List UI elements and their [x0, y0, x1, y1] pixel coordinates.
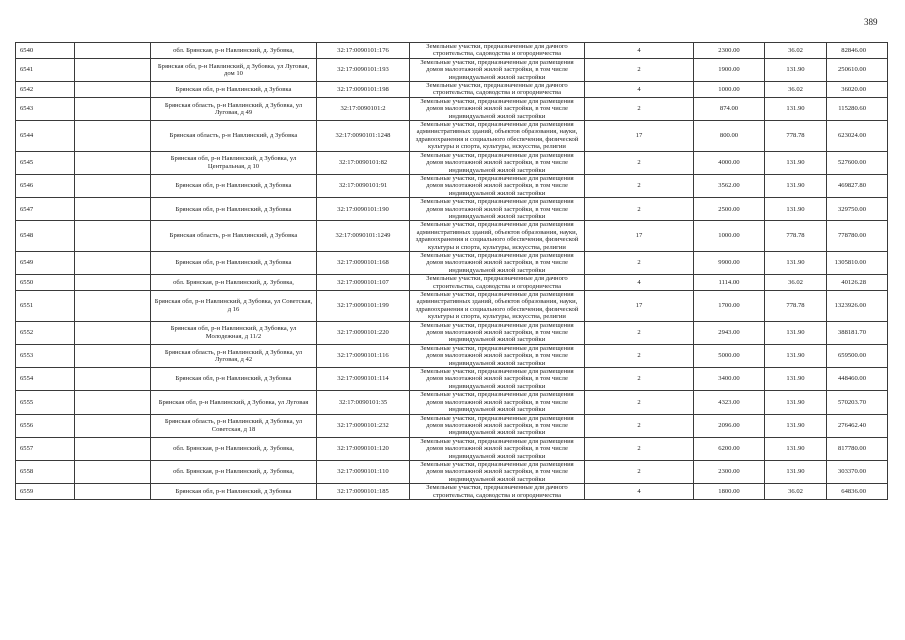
land-use-cell: Земельные участки, предназначенные для размещения домов малоэтажной жилой застройки, в том числе индивидуальной жилой застройки: [410, 437, 585, 460]
empty-cell: [75, 151, 151, 174]
address-cell: Брянская обл, р-н Навлинский, д Зубовка: [151, 198, 317, 221]
empty-cell: [75, 291, 151, 322]
table-row: [16, 437, 888, 460]
unit-value-cell: 131.90: [765, 437, 827, 460]
area-cell: 2943.00: [694, 321, 765, 344]
row-number: 6547: [16, 198, 75, 221]
category-code-cell: 2: [585, 97, 694, 120]
empty-cell: [75, 121, 151, 152]
row-number: 6543: [16, 97, 75, 120]
land-use-cell: Земельные участки, предназначенные для размещения домов малоэтажной жилой застройки, в том числе индивидуальной жилой застройки: [410, 414, 585, 437]
unit-value-cell: 131.90: [765, 251, 827, 274]
row-number: 6556: [16, 414, 75, 437]
area-cell: 4000.00: [694, 151, 765, 174]
land-use-cell: Земельные участки, предназначенные для размещения домов малоэтажной жилой застройки, в том числе индивидуальной жилой застройки: [410, 391, 585, 414]
address-cell: Брянская обл, р-н Навлинский, д Зубовка, ул Центральная, д 10: [151, 151, 317, 174]
empty-cell: [75, 344, 151, 367]
cadastral-value-cell: 817780.00: [827, 437, 888, 460]
cadastral-number-cell: 32:17:0090101:168: [317, 251, 410, 274]
cadastral-value-table: [15, 42, 888, 500]
area-cell: 9900.00: [694, 251, 765, 274]
unit-value-cell: 36.02: [765, 484, 827, 500]
unit-value-cell: 778.78: [765, 121, 827, 152]
category-code-cell: 2: [585, 198, 694, 221]
category-code-cell: 2: [585, 251, 694, 274]
table-row: [16, 344, 888, 367]
category-code-cell: 4: [585, 82, 694, 98]
cadastral-number-cell: 32:17:0090101:232: [317, 414, 410, 437]
category-code-cell: 2: [585, 321, 694, 344]
cadastral-value-cell: 1323926.00: [827, 291, 888, 322]
area-cell: 1000.00: [694, 82, 765, 98]
empty-cell: [75, 368, 151, 391]
table-row: [16, 368, 888, 391]
table-row: [16, 121, 888, 152]
cadastral-number-cell: 32:17:0090101:185: [317, 484, 410, 500]
table-row: [16, 43, 888, 59]
empty-cell: [75, 221, 151, 252]
unit-value-cell: 131.90: [765, 58, 827, 81]
cadastral-value-cell: 623024.00: [827, 121, 888, 152]
empty-cell: [75, 414, 151, 437]
address-cell: обл. Брянская, р-н Навлинский, д. Зубовка,: [151, 43, 317, 59]
cadastral-number-cell: 32:17:0090101:110: [317, 460, 410, 483]
land-use-cell: Земельные участки, предназначенные для размещения административных зданий, объектов образования, науки, здравоохранения и социального обеспечения, физической культуры и спорта, культуры, искусства, религии: [410, 291, 585, 322]
address-cell: Брянская обл, р-н Навлинский, д Зубовка: [151, 82, 317, 98]
unit-value-cell: 131.90: [765, 368, 827, 391]
row-number: 6542: [16, 82, 75, 98]
row-number: 6550: [16, 275, 75, 291]
land-use-cell: Земельные участки, предназначенные для размещения домов малоэтажной жилой застройки, в том числе индивидуальной жилой застройки: [410, 174, 585, 197]
table-row: [16, 275, 888, 291]
category-code-cell: 4: [585, 275, 694, 291]
land-use-cell: Земельные участки, предназначенные для дачного строительства, садоводства и огородничества: [410, 43, 585, 59]
row-number: 6541: [16, 58, 75, 81]
row-number: 6548: [16, 221, 75, 252]
row-number: 6555: [16, 391, 75, 414]
address-cell: Брянская обл, р-н Навлинский, д Зубовка, ул Молодежная, д 11/2: [151, 321, 317, 344]
cadastral-value-cell: 303370.00: [827, 460, 888, 483]
cadastral-number-cell: 32:17:0090101:176: [317, 43, 410, 59]
cadastral-number-cell: 32:17:0090101:193: [317, 58, 410, 81]
unit-value-cell: 778.78: [765, 221, 827, 252]
category-code-cell: 2: [585, 460, 694, 483]
empty-cell: [75, 437, 151, 460]
row-number: 6546: [16, 174, 75, 197]
land-use-cell: Земельные участки, предназначенные для размещения домов малоэтажной жилой застройки, в том числе индивидуальной жилой застройки: [410, 460, 585, 483]
table-row: [16, 291, 888, 322]
page-number: 389: [864, 17, 878, 27]
category-code-cell: 2: [585, 58, 694, 81]
address-cell: Брянская обл, р-н Навлинский, д Зубовка, ул Советская, д 16: [151, 291, 317, 322]
area-cell: 2300.00: [694, 43, 765, 59]
address-cell: Брянская обл, р-н Навлинский, д Зубовка: [151, 251, 317, 274]
unit-value-cell: 36.02: [765, 82, 827, 98]
empty-cell: [75, 321, 151, 344]
cadastral-value-cell: 82846.00: [827, 43, 888, 59]
area-cell: 6200.00: [694, 437, 765, 460]
land-use-cell: Земельные участки, предназначенные для размещения домов малоэтажной жилой застройки, в том числе индивидуальной жилой застройки: [410, 368, 585, 391]
row-number: 6544: [16, 121, 75, 152]
land-use-cell: Земельные участки, предназначенные для дачного строительства, садоводства и огородничества: [410, 275, 585, 291]
area-cell: 4323.00: [694, 391, 765, 414]
unit-value-cell: 36.02: [765, 43, 827, 59]
row-number: 6540: [16, 43, 75, 59]
area-cell: 1000.00: [694, 221, 765, 252]
cadastral-value-cell: 469827.80: [827, 174, 888, 197]
unit-value-cell: 131.90: [765, 414, 827, 437]
unit-value-cell: 131.90: [765, 344, 827, 367]
cadastral-value-cell: 388181.70: [827, 321, 888, 344]
empty-cell: [75, 43, 151, 59]
category-code-cell: 2: [585, 414, 694, 437]
cadastral-value-cell: 115280.60: [827, 97, 888, 120]
cadastral-number-cell: 32:17:0090101:91: [317, 174, 410, 197]
empty-cell: [75, 275, 151, 291]
empty-cell: [75, 460, 151, 483]
category-code-cell: 4: [585, 43, 694, 59]
cadastral-value-cell: 36020.00: [827, 82, 888, 98]
row-number: 6559: [16, 484, 75, 500]
land-use-cell: Земельные участки, предназначенные для размещения домов малоэтажной жилой застройки, в том числе индивидуальной жилой застройки: [410, 251, 585, 274]
row-number: 6554: [16, 368, 75, 391]
row-number: 6551: [16, 291, 75, 322]
empty-cell: [75, 82, 151, 98]
cadastral-value-cell: 276462.40: [827, 414, 888, 437]
cadastral-number-cell: 32:17:0090101:35: [317, 391, 410, 414]
unit-value-cell: 36.02: [765, 275, 827, 291]
category-code-cell: 2: [585, 151, 694, 174]
area-cell: 2500.00: [694, 198, 765, 221]
table-row: [16, 82, 888, 98]
cadastral-value-cell: 64836.00: [827, 484, 888, 500]
cadastral-number-cell: 32:17:0090101:82: [317, 151, 410, 174]
cadastral-number-cell: 32:17:0090101:2: [317, 97, 410, 120]
table-row: [16, 251, 888, 274]
category-code-cell: 4: [585, 484, 694, 500]
cadastral-number-cell: 32:17:0090101:116: [317, 344, 410, 367]
table-row: [16, 198, 888, 221]
unit-value-cell: 778.78: [765, 291, 827, 322]
address-cell: Брянская область, р-н Навлинский, д Зубовка: [151, 221, 317, 252]
cadastral-number-cell: 32:17:0090101:107: [317, 275, 410, 291]
row-number: 6553: [16, 344, 75, 367]
unit-value-cell: 131.90: [765, 174, 827, 197]
cadastral-number-cell: 32:17:0090101:190: [317, 198, 410, 221]
row-number: 6545: [16, 151, 75, 174]
address-cell: Брянская обл, р-н Навлинский, д Зубовка: [151, 368, 317, 391]
area-cell: 1700.00: [694, 291, 765, 322]
cadastral-value-cell: 1305810.00: [827, 251, 888, 274]
row-number: 6558: [16, 460, 75, 483]
category-code-cell: 2: [585, 437, 694, 460]
cadastral-value-cell: 448460.00: [827, 368, 888, 391]
address-cell: Брянская обл, р-н Навлинский, д Зубовка: [151, 174, 317, 197]
land-use-cell: Земельные участки, предназначенные для дачного строительства, садоводства и огородничества: [410, 82, 585, 98]
land-use-cell: Земельные участки, предназначенные для размещения административных зданий, объектов образования, науки, здравоохранения и социального обеспечения, физической культуры и спорта, культуры, искусства, религии: [410, 121, 585, 152]
category-code-cell: 2: [585, 344, 694, 367]
table-row: [16, 391, 888, 414]
cadastral-number-cell: 32:17:0090101:199: [317, 291, 410, 322]
area-cell: 3400.00: [694, 368, 765, 391]
unit-value-cell: 131.90: [765, 391, 827, 414]
land-use-cell: Земельные участки, предназначенные для дачного строительства, садоводства и огородничества: [410, 484, 585, 500]
cadastral-number-cell: 32:17:0090101:220: [317, 321, 410, 344]
area-cell: 800.00: [694, 121, 765, 152]
table-body: [16, 43, 888, 500]
cadastral-value-cell: 659500.00: [827, 344, 888, 367]
unit-value-cell: 131.90: [765, 321, 827, 344]
cadastral-value-cell: 778780.00: [827, 221, 888, 252]
area-cell: 2096.00: [694, 414, 765, 437]
area-cell: 1800.00: [694, 484, 765, 500]
row-number: 6552: [16, 321, 75, 344]
address-cell: Брянская обл, р-н Навлинский, д Зубовка, ул Луговая, дом 10: [151, 58, 317, 81]
land-use-cell: Земельные участки, предназначенные для размещения домов малоэтажной жилой застройки, в том числе индивидуальной жилой застройки: [410, 97, 585, 120]
cadastral-number-cell: 32:17:0090101:1249: [317, 221, 410, 252]
table-row: [16, 174, 888, 197]
area-cell: 5000.00: [694, 344, 765, 367]
empty-cell: [75, 97, 151, 120]
land-use-cell: Земельные участки, предназначенные для размещения домов малоэтажной жилой застройки, в том числе индивидуальной жилой застройки: [410, 198, 585, 221]
table-row: [16, 58, 888, 81]
category-code-cell: 17: [585, 121, 694, 152]
empty-cell: [75, 484, 151, 500]
table-row: [16, 321, 888, 344]
category-code-cell: 17: [585, 291, 694, 322]
table-row: [16, 414, 888, 437]
category-code-cell: 2: [585, 368, 694, 391]
row-number: 6549: [16, 251, 75, 274]
area-cell: 1900.00: [694, 58, 765, 81]
unit-value-cell: 131.90: [765, 460, 827, 483]
cadastral-value-cell: 40126.28: [827, 275, 888, 291]
unit-value-cell: 131.90: [765, 97, 827, 120]
area-cell: 1114.00: [694, 275, 765, 291]
row-number: 6557: [16, 437, 75, 460]
address-cell: Брянская обл, р-н Навлинский, д Зубовка, ул Луговая: [151, 391, 317, 414]
address-cell: Брянская обл, р-н Навлинский, д Зубовка: [151, 484, 317, 500]
cadastral-number-cell: 32:17:0090101:114: [317, 368, 410, 391]
area-cell: 2300.00: [694, 460, 765, 483]
table-row: [16, 97, 888, 120]
empty-cell: [75, 198, 151, 221]
cadastral-number-cell: 32:17:0090101:120: [317, 437, 410, 460]
land-use-cell: Земельные участки, предназначенные для размещения административных зданий, объектов образования, науки, здравоохранения и социального обеспечения, физической культуры и спорта, культуры, искусства, религии: [410, 221, 585, 252]
empty-cell: [75, 58, 151, 81]
unit-value-cell: 131.90: [765, 198, 827, 221]
cadastral-number-cell: 32:17:0090101:1248: [317, 121, 410, 152]
land-use-cell: Земельные участки, предназначенные для размещения домов малоэтажной жилой застройки, в том числе индивидуальной жилой застройки: [410, 344, 585, 367]
empty-cell: [75, 391, 151, 414]
cadastral-value-cell: 250610.00: [827, 58, 888, 81]
cadastral-value-cell: 527600.00: [827, 151, 888, 174]
land-use-cell: Земельные участки, предназначенные для размещения домов малоэтажной жилой застройки, в том числе индивидуальной жилой застройки: [410, 151, 585, 174]
empty-cell: [75, 251, 151, 274]
cadastral-value-cell: 570203.70: [827, 391, 888, 414]
address-cell: Брянская область, р-н Навлинский, д Зубовка, ул Советская, д 18: [151, 414, 317, 437]
table-row: [16, 151, 888, 174]
cadastral-number-cell: 32:17:0090101:198: [317, 82, 410, 98]
unit-value-cell: 131.90: [765, 151, 827, 174]
table-row: [16, 484, 888, 500]
category-code-cell: 2: [585, 391, 694, 414]
empty-cell: [75, 174, 151, 197]
cadastral-value-cell: 329750.00: [827, 198, 888, 221]
address-cell: обл. Брянская, р-н Навлинский, д. Зубовка,: [151, 460, 317, 483]
address-cell: обл. Брянская, р-н Навлинский, д. Зубовка,: [151, 275, 317, 291]
category-code-cell: 17: [585, 221, 694, 252]
land-use-cell: Земельные участки, предназначенные для размещения домов малоэтажной жилой застройки, в том числе индивидуальной жилой застройки: [410, 58, 585, 81]
table-row: [16, 221, 888, 252]
address-cell: Брянская область, р-н Навлинский, д Зубовка: [151, 121, 317, 152]
address-cell: Брянская область, р-н Навлинский, д Зубовка, ул Луговая, д 49: [151, 97, 317, 120]
address-cell: обл. Брянская, р-н Навлинский, д. Зубовка,: [151, 437, 317, 460]
area-cell: 3562.00: [694, 174, 765, 197]
table-row: [16, 460, 888, 483]
land-use-cell: Земельные участки, предназначенные для размещения домов малоэтажной жилой застройки, в том числе индивидуальной жилой застройки: [410, 321, 585, 344]
category-code-cell: 2: [585, 174, 694, 197]
area-cell: 874.00: [694, 97, 765, 120]
address-cell: Брянская область, р-н Навлинский, д Зубовка, ул Луговая, д 42: [151, 344, 317, 367]
